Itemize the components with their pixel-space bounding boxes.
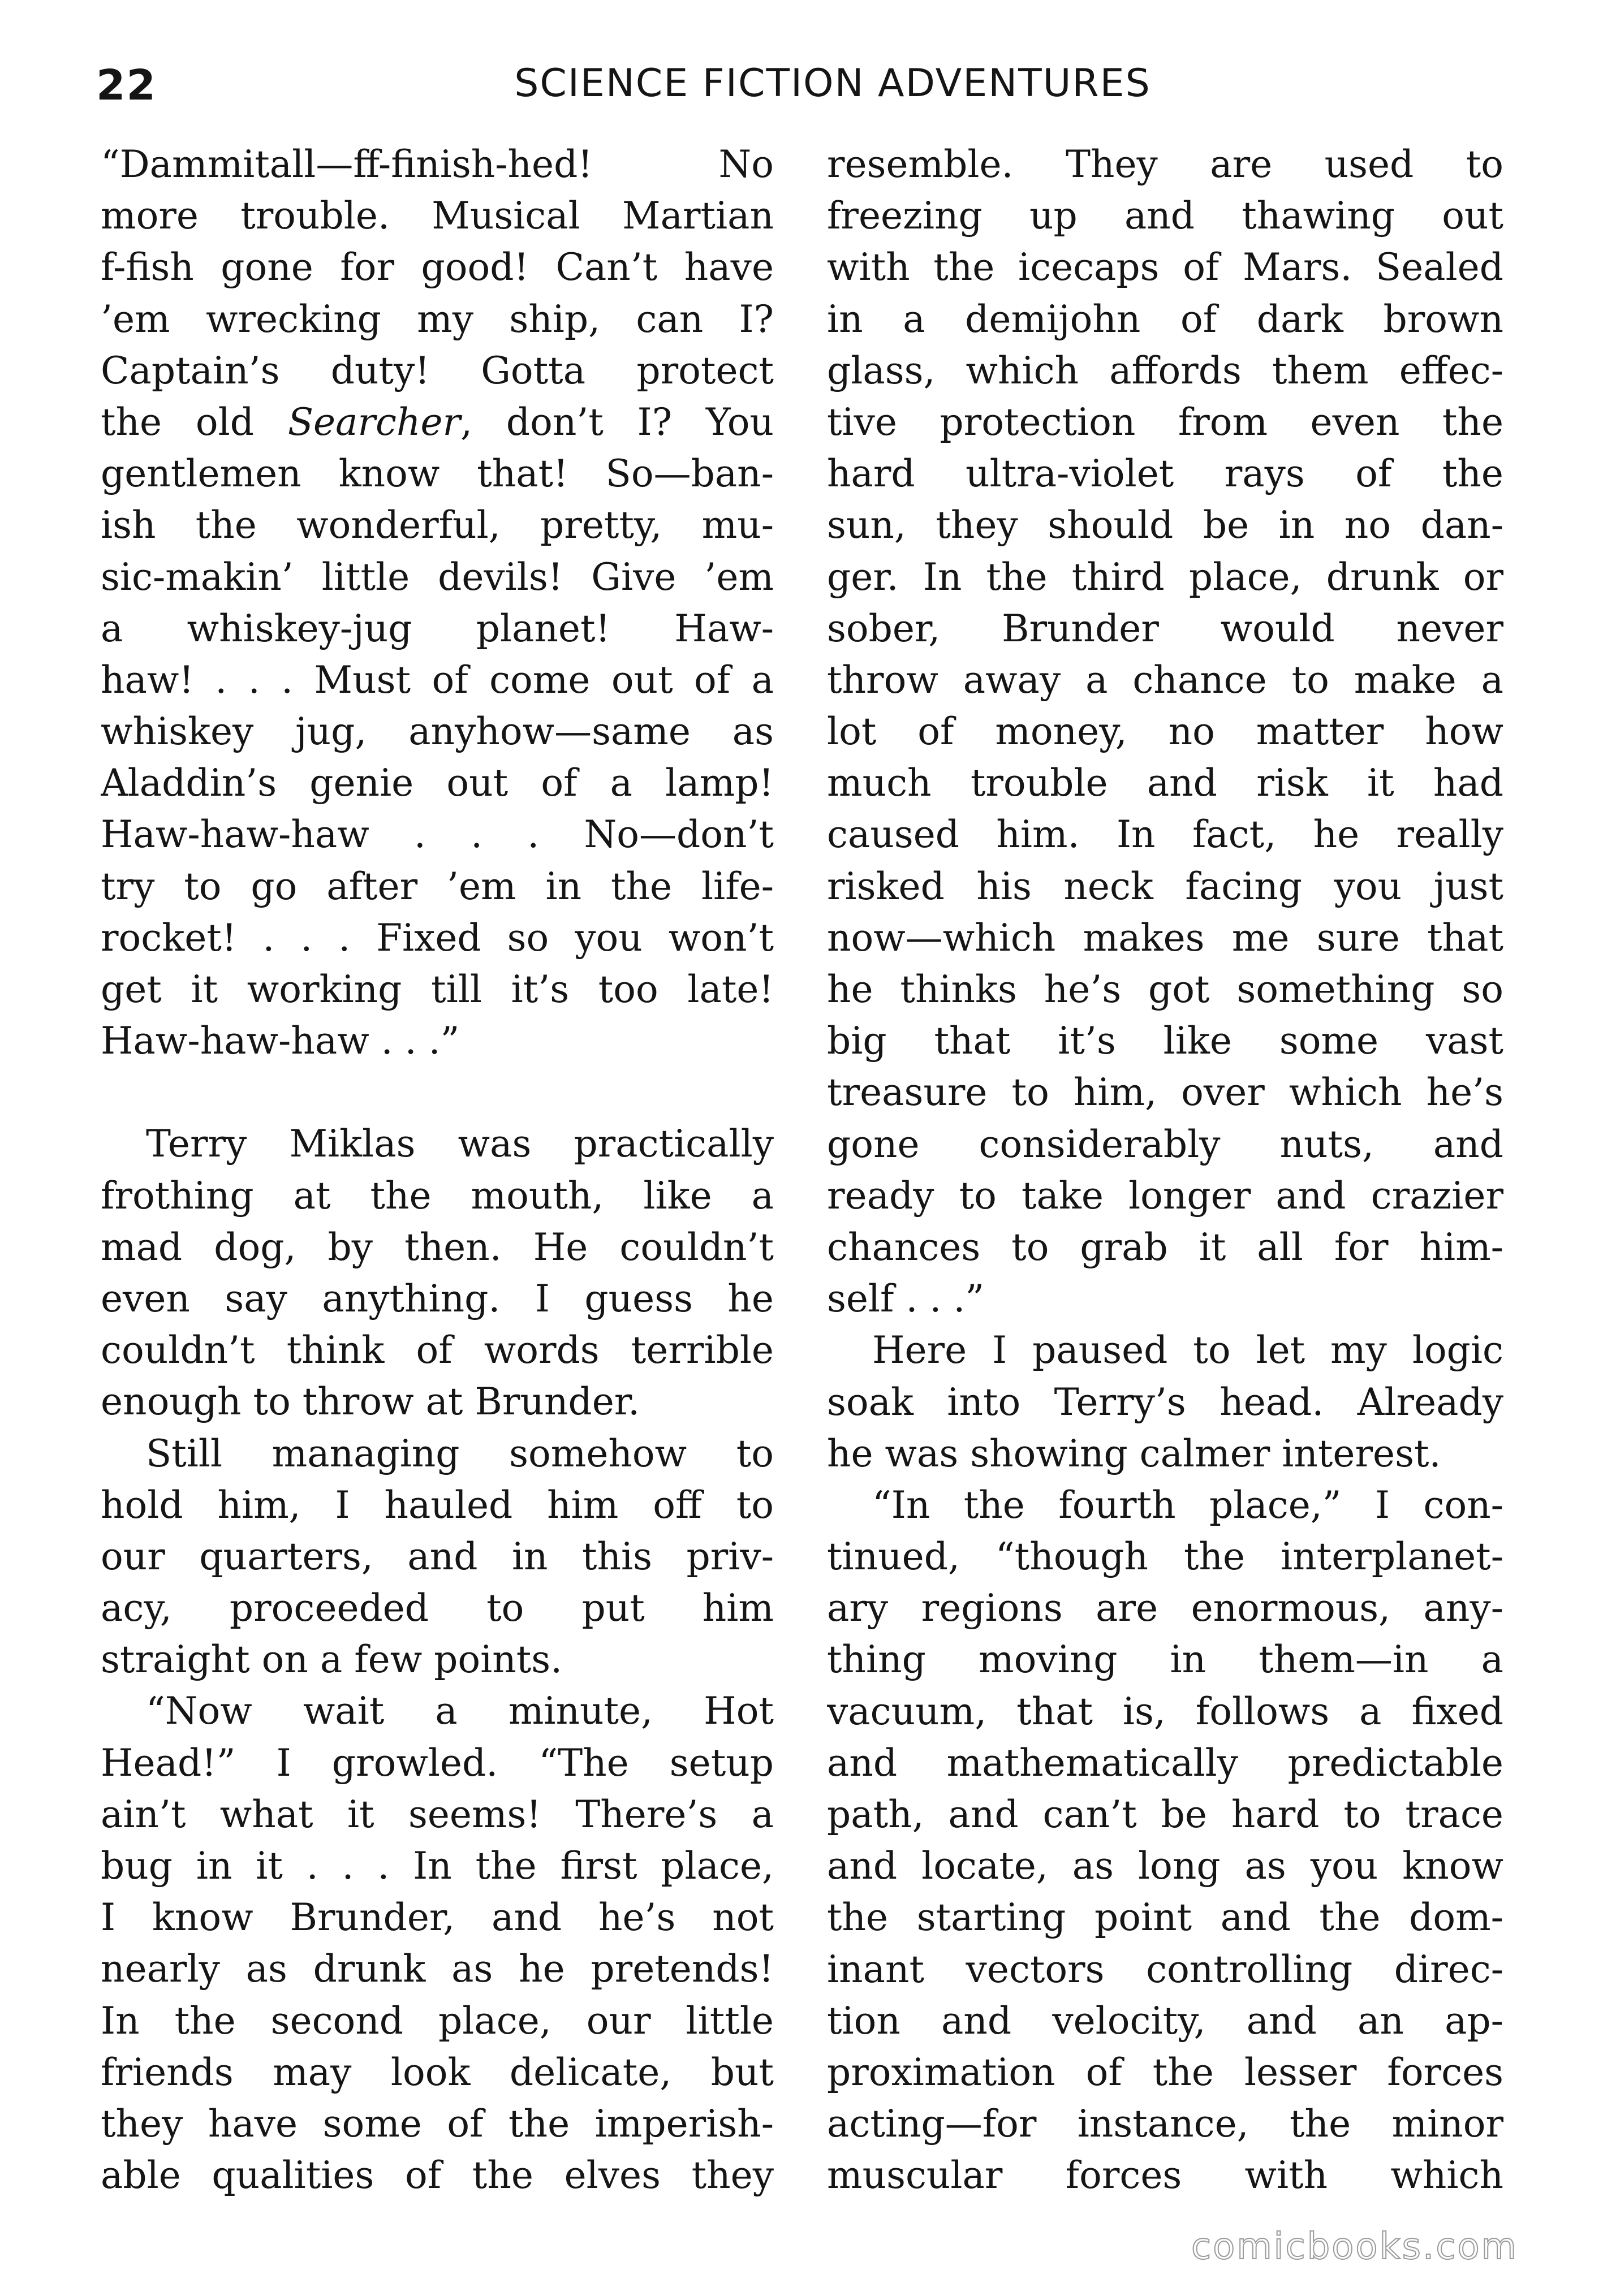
running-head-text: SCIENCE FICTION ADVENTURES: [514, 61, 1151, 106]
paragraph-gap: [101, 1067, 774, 1118]
text-line: big that it’s like some vast: [827, 1019, 1503, 1063]
text-line: much trouble and risk it had: [827, 761, 1503, 805]
text-line: Still managing somehow to: [146, 1431, 774, 1475]
text-line: rocket! . . . Fixed so you won’t: [101, 916, 774, 960]
text-line: “Dammitall—ff-finish-hed! No: [101, 143, 774, 186]
text-line: Captain’s duty! Gotta protect: [101, 348, 774, 392]
text-line: more trouble. Musical Martian: [101, 194, 774, 238]
text-line: a whiskey-jug planet! Haw-: [101, 606, 774, 650]
text-line: muscular forces with which: [827, 2153, 1503, 2198]
text-line: ain’t what it seems! There’s a: [101, 1792, 774, 1836]
text-line: tinued, “though the interplanet-: [827, 1535, 1503, 1579]
text-line: tive protection from even the: [827, 400, 1503, 444]
text-line: Aladdin’s genie out of a lamp!: [101, 761, 774, 805]
text-line: acy, proceeded to put him: [101, 1586, 774, 1630]
text-line: glass, which affords them effec-: [827, 348, 1503, 392]
text-line: sic-makin’ little devils! Give ’em: [101, 555, 774, 599]
text-line: sun, they should be in no dan-: [827, 503, 1503, 547]
text-line: he thinks he’s got something so: [827, 968, 1503, 1011]
text-line: ’em wrecking my ship, can I?: [101, 297, 774, 341]
text-line: thing moving in them—in a: [827, 1638, 1503, 1682]
text-line: bug in it . . . In the first place,: [101, 1844, 774, 1888]
watermark: comicbooks.com: [1191, 2226, 1518, 2268]
text-line: chances to grab it all for him-: [827, 1225, 1503, 1269]
text-line: in a demijohn of dark brown: [827, 297, 1503, 341]
text-line: nearly as drunk as he pretends!: [101, 1947, 774, 1991]
text-line: mad dog, by then. He couldn’t: [101, 1225, 774, 1269]
text-line: frothing at the mouth, like a: [101, 1173, 774, 1218]
text-line: with the icecaps of Mars. Sealed: [827, 245, 1503, 290]
text-line: tion and velocity, and an ap-: [827, 1999, 1503, 2043]
text-line: resemble. They are used to: [827, 143, 1503, 186]
text-line: risked his neck facing you just: [827, 864, 1503, 908]
text-line: Terry Miklas was practically: [146, 1122, 774, 1166]
text-line: “Now wait a minute, Hot: [146, 1689, 774, 1733]
text-line: enough to throw at Brunder.: [101, 1380, 640, 1424]
text-line: he was showing calmer interest.: [827, 1431, 1441, 1475]
text-line: “In the fourth place,” I con-: [872, 1483, 1503, 1527]
text-line: vacuum, that is, follows a fixed: [827, 1689, 1503, 1733]
ship-name: Searcher: [287, 400, 461, 444]
text-line: I know Brunder, and he’s not: [101, 1896, 774, 1940]
text-line: self . . .”: [827, 1277, 985, 1321]
text-line: our quarters, and in this priv-: [101, 1534, 774, 1578]
page-number: 22: [96, 61, 157, 110]
text-line: Haw-haw-haw . . . No—don’t: [101, 813, 774, 857]
text-line: haw! . . . Must of come out of a: [101, 658, 774, 702]
text-line: treasure to him, over which he’s: [827, 1071, 1503, 1115]
left-text-column: [101, 139, 774, 2201]
text-line: try to go after ’em in the life-: [101, 864, 774, 908]
text-line: the starting point and the dom-: [827, 1896, 1503, 1940]
text-line: inant vectors controlling direc-: [827, 1947, 1503, 1991]
text-line: ary regions are enormous, any-: [827, 1586, 1503, 1630]
text-line: soak into Terry’s head. Already: [827, 1380, 1503, 1424]
text-line: they have some of the imperish-: [101, 2101, 774, 2146]
text-line: Haw-haw-haw . . .”: [101, 1019, 460, 1063]
text-line: ger. In the third place, drunk or: [827, 555, 1503, 599]
text-line: lot of money, no matter how: [827, 710, 1503, 754]
text-line: even say anything. I guess he: [101, 1276, 774, 1320]
right-text-column: [827, 139, 1503, 2202]
text-line: gone considerably nuts, and: [827, 1122, 1503, 1166]
text-line: f-fish gone for good! Can’t have: [101, 245, 774, 290]
text-line: get it working till it’s too late!: [101, 968, 774, 1011]
text-line: ish the wonderful, pretty, mu-: [101, 503, 774, 547]
text-line: throw away a chance to make a: [827, 658, 1503, 702]
text-line: able qualities of the elves they: [101, 2153, 774, 2198]
text-line: and mathematically predictable: [827, 1741, 1503, 1785]
text-line: acting—for instance, the minor: [827, 2102, 1503, 2146]
text-line: couldn’t think of words terrible: [101, 1328, 774, 1373]
text-line: freezing up and thawing out: [827, 194, 1503, 238]
text-line: Here I paused to let my logic: [872, 1328, 1503, 1373]
text-line: In the second place, our little: [101, 1999, 774, 2043]
text-line: hard ultra-violet rays of the: [827, 452, 1503, 496]
text-line: gentlemen know that! So—ban-: [101, 452, 774, 496]
text-line: whiskey jug, anyhow—same as: [101, 710, 774, 754]
text-line: proximation of the lesser forces: [827, 2050, 1503, 2094]
page-header: [0, 0, 1603, 124]
text-line: friends may look delicate, but: [101, 2050, 774, 2094]
text-line: hold him, I hauled him off to: [101, 1483, 774, 1527]
text-line: ready to take longer and crazier: [827, 1173, 1503, 1218]
text-line: sober, Brunder would never: [827, 606, 1503, 650]
text-line: the old Searcher, don’t I? You: [101, 400, 774, 444]
text-line: path, and can’t be hard to trace: [827, 1793, 1503, 1836]
text-line: Head!” I growled. “The setup: [101, 1741, 774, 1785]
text-line: now—which makes me sure that: [827, 916, 1503, 960]
text-line: caused him. In fact, he really: [827, 813, 1503, 857]
text-line: and locate, as long as you know: [827, 1844, 1503, 1888]
text-line: straight on a few points.: [101, 1638, 563, 1682]
running-head: [0, 61, 1603, 106]
